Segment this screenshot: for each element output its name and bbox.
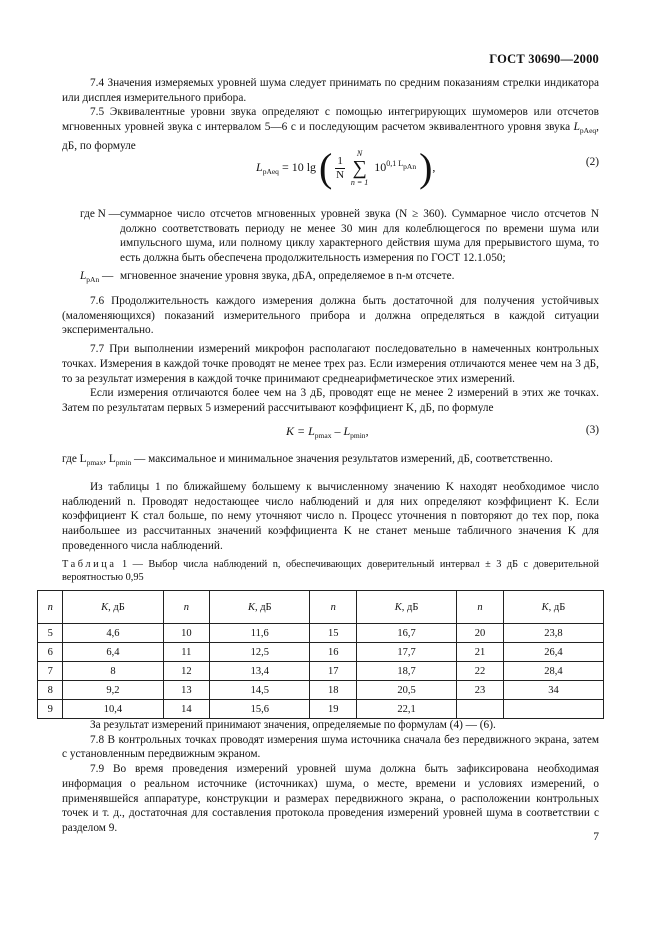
table-header-cell: K, дБ — [210, 591, 310, 624]
table-cell: 19 — [310, 700, 357, 719]
fraction-denominator: N — [336, 168, 345, 181]
table-cell: 14,5 — [210, 681, 310, 700]
power-exponent: 0,1 L — [386, 158, 404, 168]
where-3-sub1: pmax — [86, 458, 104, 467]
definition-lpan: мгновенное значение уровня звука, дБА, определяемое в n-м отсчете. — [120, 270, 455, 282]
definition-term-n: где N — — [80, 208, 120, 220]
table-cell: 34 — [503, 681, 603, 700]
table-cell: 6 — [38, 643, 63, 662]
formula-3-minus: – L — [334, 424, 351, 438]
table-cell: 8 — [38, 681, 63, 700]
table-row — [38, 681, 604, 700]
table-cell: 6,4 — [63, 643, 163, 662]
table-cell: 11 — [163, 643, 210, 662]
table-1 — [37, 590, 604, 719]
sum-upper: N — [356, 149, 363, 158]
paragraph-7-5-tail: , дБ, по формуле — [62, 121, 599, 152]
table-cell — [457, 700, 504, 719]
table-cell: 15 — [310, 624, 357, 643]
sum-symbol — [351, 149, 368, 187]
formula-2-eq: = 10 lg — [281, 159, 317, 174]
term-l-sub: pAn — [86, 275, 100, 284]
table-cell: 15,6 — [210, 700, 310, 719]
equation-number-2: (2) — [585, 156, 599, 168]
section-7-4-7-5 — [62, 76, 599, 154]
symbol-l: L — [573, 121, 580, 134]
paragraph-result: За результат измерений принимают значения, определяемые по формулам (4) — (6). — [90, 719, 496, 731]
table-row — [38, 662, 604, 681]
table-cell: 17 — [310, 662, 357, 681]
table-cell: 18,7 — [357, 662, 457, 681]
table-cell: 10,4 — [63, 700, 163, 719]
paragraph-7-9: 7.9 Во время проведения измерений уровней шума должна быть зафиксирована необходимая информация о реальном источнике (источниках) шума, о месте, времени и условиях измерений, о применявшейся аппаратуре, конструкции и размерах передвижного экрана, о расположении контрольных точек и т. д., достаточная для составления протокола проведения измерений уровней шума в соответствии с разделом 9. — [62, 763, 599, 834]
power-exponent-sub: pAn — [403, 161, 417, 171]
table-row — [38, 643, 604, 662]
table-cell — [503, 700, 603, 719]
table-row — [38, 700, 604, 719]
table-cell: 16,7 — [357, 624, 457, 643]
table-cell: 16 — [310, 643, 357, 662]
table-body — [38, 624, 604, 719]
table-header-cell: n — [38, 591, 63, 624]
formula-2-lhs: L — [256, 159, 263, 174]
paragraph-table-use: Из таблицы 1 по ближайшему большему к вычисленному значению K находят необходимое число наблюдений n. Проводят недостающее число наблюдений и для них определяют коэффициент K. Если коэффициент K стал больше, по нему уточняют число n. Процесс уточнения n повторяют до тех пор, пока наибольшее из рассчитанных значений коэффициента K не станет меньше табличного значения K для проведенного числа наблюдений. — [62, 481, 599, 552]
table-row — [38, 624, 604, 643]
left-paren: ( — [319, 145, 333, 190]
table-cell: 18 — [310, 681, 357, 700]
table-cell: 28,4 — [503, 662, 603, 681]
table-cell: 10 — [163, 624, 210, 643]
page-number: 7 — [593, 831, 599, 843]
formula-3-definitions — [62, 452, 599, 471]
definition-n: суммарное число отсчетов мгновенных уровней звука (N ≥ 360). Суммарное число отсчетов N должно соответствовать периоду не менее 30 мин для колеблющегося по времени шума или импульсного шума, или полному циклу характерного действия шума для прерывистого шума, то есть должна быть обеспечена продолжительность измерения по ГОСТ 12.1.050; — [120, 208, 599, 265]
sigma-glyph: ∑ — [352, 157, 367, 179]
table-header-cell: n — [163, 591, 210, 624]
term-dash: — — [99, 270, 114, 282]
definition-term-lpan — [80, 269, 113, 288]
table-header-row — [38, 591, 604, 624]
power-base: 10 — [374, 159, 387, 174]
paragraph-7-4: 7.4 Значения измеряемых уровней шума следует принимать по средним показаниям стрелки индикатора или дисплея измерительного прибора. — [62, 77, 599, 104]
table-1-caption-text: 1 — Выбор числа наблюдений n, обеспечивающих доверительный интервал ± 3 дБ с доверительной вероятностью 0,95 — [62, 559, 599, 583]
table-cell: 23 — [457, 681, 504, 700]
table-header-cell: n — [310, 591, 357, 624]
table-header-cell: K, дБ — [63, 591, 163, 624]
formula-3-comma: , — [365, 424, 369, 438]
document-header: ГОСТ 30690—2000 — [489, 52, 599, 66]
table-cell: 9 — [38, 700, 63, 719]
table-cell: 23,8 — [503, 624, 603, 643]
table-cell: 12 — [163, 662, 210, 681]
table-cell: 20,5 — [357, 681, 457, 700]
table-cell: 9,2 — [63, 681, 163, 700]
table-cell: 5 — [38, 624, 63, 643]
section-7-6-7-7 — [62, 294, 599, 416]
formula-3-lhs: K = L — [286, 424, 315, 438]
formula-3 — [286, 424, 369, 440]
formula-2-lhs-sub: pAeq — [262, 166, 279, 176]
right-paren: ) — [419, 145, 433, 190]
paragraph-7-7b: Если измерения отличаются более чем на 3 дБ, проводят еще не менее 2 измерений в этих же точках. Затем по результатам первых 5 измерений рассчитывают коэффициент K, дБ, по формуле — [62, 387, 599, 414]
table-cell: 17,7 — [357, 643, 457, 662]
paragraph-7-8: 7.8 В контрольных точках проводят измерения шума источника сначала без передвижного экрана, затем с установленным передвижным экраном. — [62, 733, 599, 761]
where-3-sub2: pmin — [115, 458, 132, 467]
sum-lower: n = 1 — [350, 178, 369, 187]
table-1-caption — [62, 558, 599, 584]
section-7-8-7-9 — [62, 718, 599, 836]
table-cell: 13,4 — [210, 662, 310, 681]
formula-2-fraction — [335, 155, 345, 182]
section-table-use — [62, 480, 599, 554]
paragraph-7-6: 7.6 Продолжительность каждого измерения должна быть достаточной для получения устойчивых (маломеняющихся) показаний измерительного прибора и должна определяться в каждой ситуации экспериментально. — [62, 295, 599, 337]
table-cell: 14 — [163, 700, 210, 719]
table-cell: 22 — [457, 662, 504, 681]
formula-3-sub-min: pmin — [350, 431, 366, 440]
term-l: L — [80, 270, 87, 282]
table-1-caption-word: Таблица — [62, 559, 117, 570]
formula-3-sub-max: pmax — [314, 431, 332, 440]
table-cell: 20 — [457, 624, 504, 643]
equation-number-3: (3) — [585, 424, 599, 436]
table-cell: 7 — [38, 662, 63, 681]
where-3-definition: — максимальное и минимальное значения результатов измерений, дБ, соответственно. — [134, 453, 553, 465]
symbol-sub: pAeq — [579, 126, 597, 136]
paragraph-7-7: 7.7 При выполнении измерений микрофон располагают последовательно в намеченных контрольных точках. Измерения в каждой точке проводят не менее трех раз. Если измерения отличаются менее чем на 3 дБ, то за результат измерения в каждой точке принимают среднеарифметическое этих измерений. — [62, 343, 599, 385]
table-cell: 21 — [457, 643, 504, 662]
paragraph-7-5-text: 7.5 Эквивалентные уровни звука определяют с помощью интегрирующих шумомеров или отсчетов мгновенных уровней звука с интервалом 5—6 с и последующим расчетом эквивалентного уровня звука — [62, 106, 599, 134]
where-3-mid: , L — [103, 453, 116, 465]
table-header-cell: n — [457, 591, 504, 624]
formula-2-definitions — [80, 207, 599, 297]
table-cell: 13 — [163, 681, 210, 700]
table-cell: 12,5 — [210, 643, 310, 662]
where-3-lead-text: где L — [62, 453, 87, 465]
formula-2: $L_{pAeq} = 10$ lg ( $\frac{1}{N}$ N ∑ n = 1 $10^{0,1 L_{pAn}}$ ), — [256, 145, 436, 190]
table-cell: 4,6 — [63, 624, 163, 643]
fraction-numerator: 1 — [337, 154, 343, 167]
table-header-cell: K, дБ — [503, 591, 603, 624]
where-3-lead — [62, 453, 131, 465]
table-cell: 11,6 — [210, 624, 310, 643]
table-cell: 26,4 — [503, 643, 603, 662]
table-cell: 22,1 — [357, 700, 457, 719]
table-header-cell: K, дБ — [357, 591, 457, 624]
table-cell: 8 — [63, 662, 163, 681]
